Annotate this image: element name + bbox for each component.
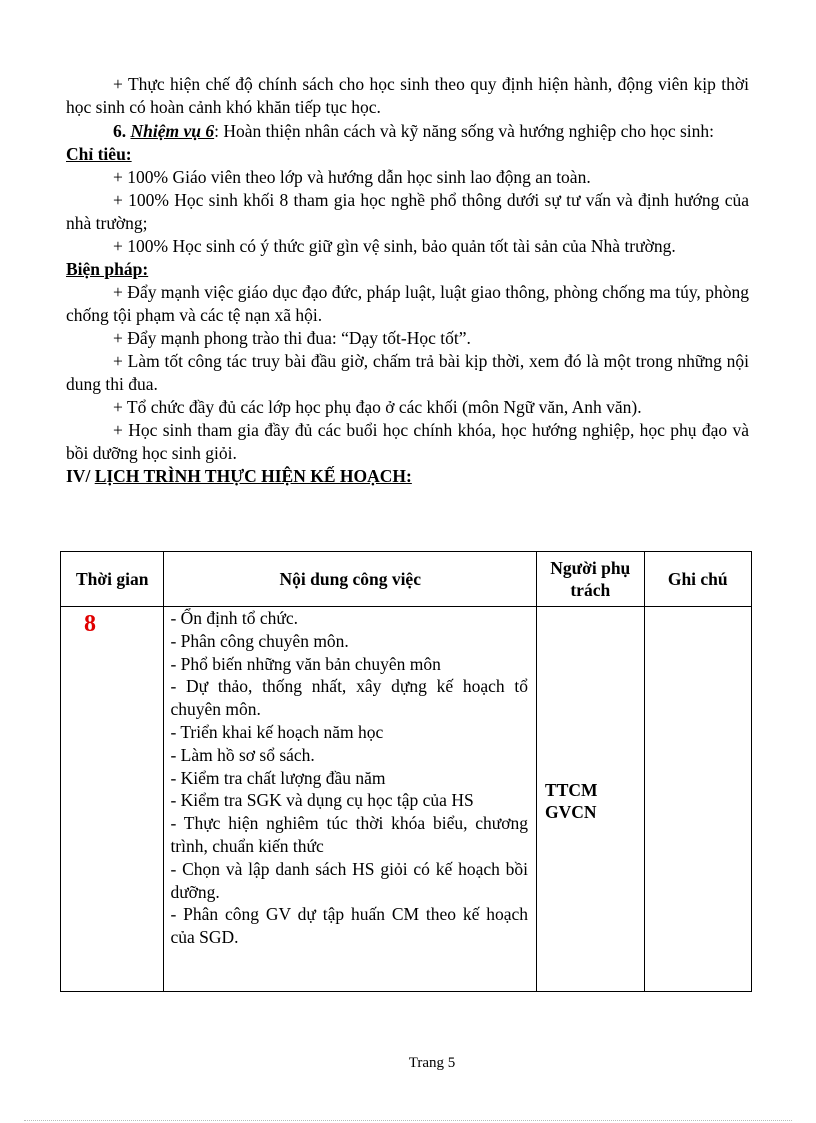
measure-item: + Học sinh tham gia đầy đủ các buổi học chính khóa, học hướng nghiệp, học phụ đạo và bồi dưỡng học sinh giỏi. [66, 420, 749, 463]
measure-item: + Đẩy mạnh việc giáo dục đạo đức, pháp luật, luật giao thông, phòng chống ma túy, phòng chống tội phạm và các tệ nạn xã hội. [66, 282, 749, 325]
task-item: - Kiểm tra chất lượng đầu năm [170, 767, 386, 788]
measure-item: + Tổ chức đầy đủ các lớp học phụ đạo ở các khối (môn Ngữ văn, Anh văn). [113, 397, 642, 417]
month-cell: 8 [61, 607, 164, 992]
header-note: Ghi chú [644, 552, 752, 607]
task-item: - Làm hồ sơ sổ sách. [170, 744, 315, 765]
paragraph-task6 [66, 120, 749, 143]
target-item: + 100% Học sinh khối 8 tham gia học nghề phổ thông dưới sự tư vấn và định hướng của nhà trường; [66, 190, 749, 233]
target-item: + 100% Giáo viên theo lớp và hướng dẫn học sinh lao động an toàn. [113, 167, 591, 187]
body-text [66, 73, 749, 488]
page-bottom-divider [24, 1120, 792, 1121]
paragraph-policy: + Thực hiện chế độ chính sách cho học sinh theo quy định hiện hành, động viên kịp thời học sinh có hoàn cảnh khó khăn tiếp tục học. [66, 74, 749, 117]
task-item: - Triển khai kế hoạch năm học [170, 721, 384, 742]
note-cell [644, 607, 752, 992]
task-item: - Phân công chuyên môn. [170, 630, 349, 651]
person-cell [537, 607, 644, 992]
section-title [66, 465, 749, 488]
header-person: Người phụ trách [537, 552, 644, 607]
schedule-table [60, 551, 752, 992]
page-number: Trang 5 [408, 1055, 456, 1071]
task6-number: 6. [113, 121, 127, 141]
measure-item: + Làm tốt công tác truy bài đầu giờ, chấm trả bài kịp thời, xem đó là một trong những nội dung thi đua. [66, 351, 749, 394]
table-header-row [61, 552, 752, 607]
target-item: + 100% Học sinh có ý thức giữ gìn vệ sinh, bảo quản tốt tài sản của Nhà trường. [113, 236, 676, 256]
task-item: - Phân công GV dự tập huấn CM theo kế hoạch của SGD. [170, 904, 529, 948]
task6-text: : Hoàn thiện nhân cách và kỹ năng sống và hướng nghiệp cho học sinh: [214, 121, 715, 141]
person-ttcm: TTCM [545, 780, 598, 800]
measure-item: + Đẩy mạnh phong trào thi đua: “Dạy tốt-Học tốt”. [113, 328, 471, 348]
task-item: - Chọn và lập danh sách HS giỏi có kế hoạch bồi dưỡng. [170, 858, 529, 902]
tasks-cell [164, 607, 537, 992]
section-title-text: LỊCH TRÌNH THỰC HIỆN KẾ HOẠCH: [94, 466, 412, 486]
header-time: Thời gian [61, 552, 164, 607]
task-item: - Dự thảo, thống nhất, xây dựng kế hoạch tổ chuyên môn. [170, 676, 529, 720]
task-item: - Kiểm tra SGK và dụng cụ học tập của HS [170, 790, 474, 811]
table-row [61, 607, 752, 992]
measures-heading: Biện pháp: [66, 259, 149, 279]
person-gvcn: GVCN [545, 802, 597, 822]
task-item: - Phổ biến những văn bản chuyên môn [170, 653, 441, 674]
task6-label: Nhiệm vụ 6 [130, 121, 215, 141]
section-number: IV/ [66, 466, 95, 486]
targets-heading: Chỉ tiêu: [66, 144, 132, 164]
task-item: - Thực hiện nghiêm túc thời khóa biểu, chương trình, chuẩn kiến thức [170, 813, 529, 856]
task-item: - Ổn định tổ chức. [170, 608, 299, 628]
header-content: Nội dung công việc [164, 552, 537, 607]
